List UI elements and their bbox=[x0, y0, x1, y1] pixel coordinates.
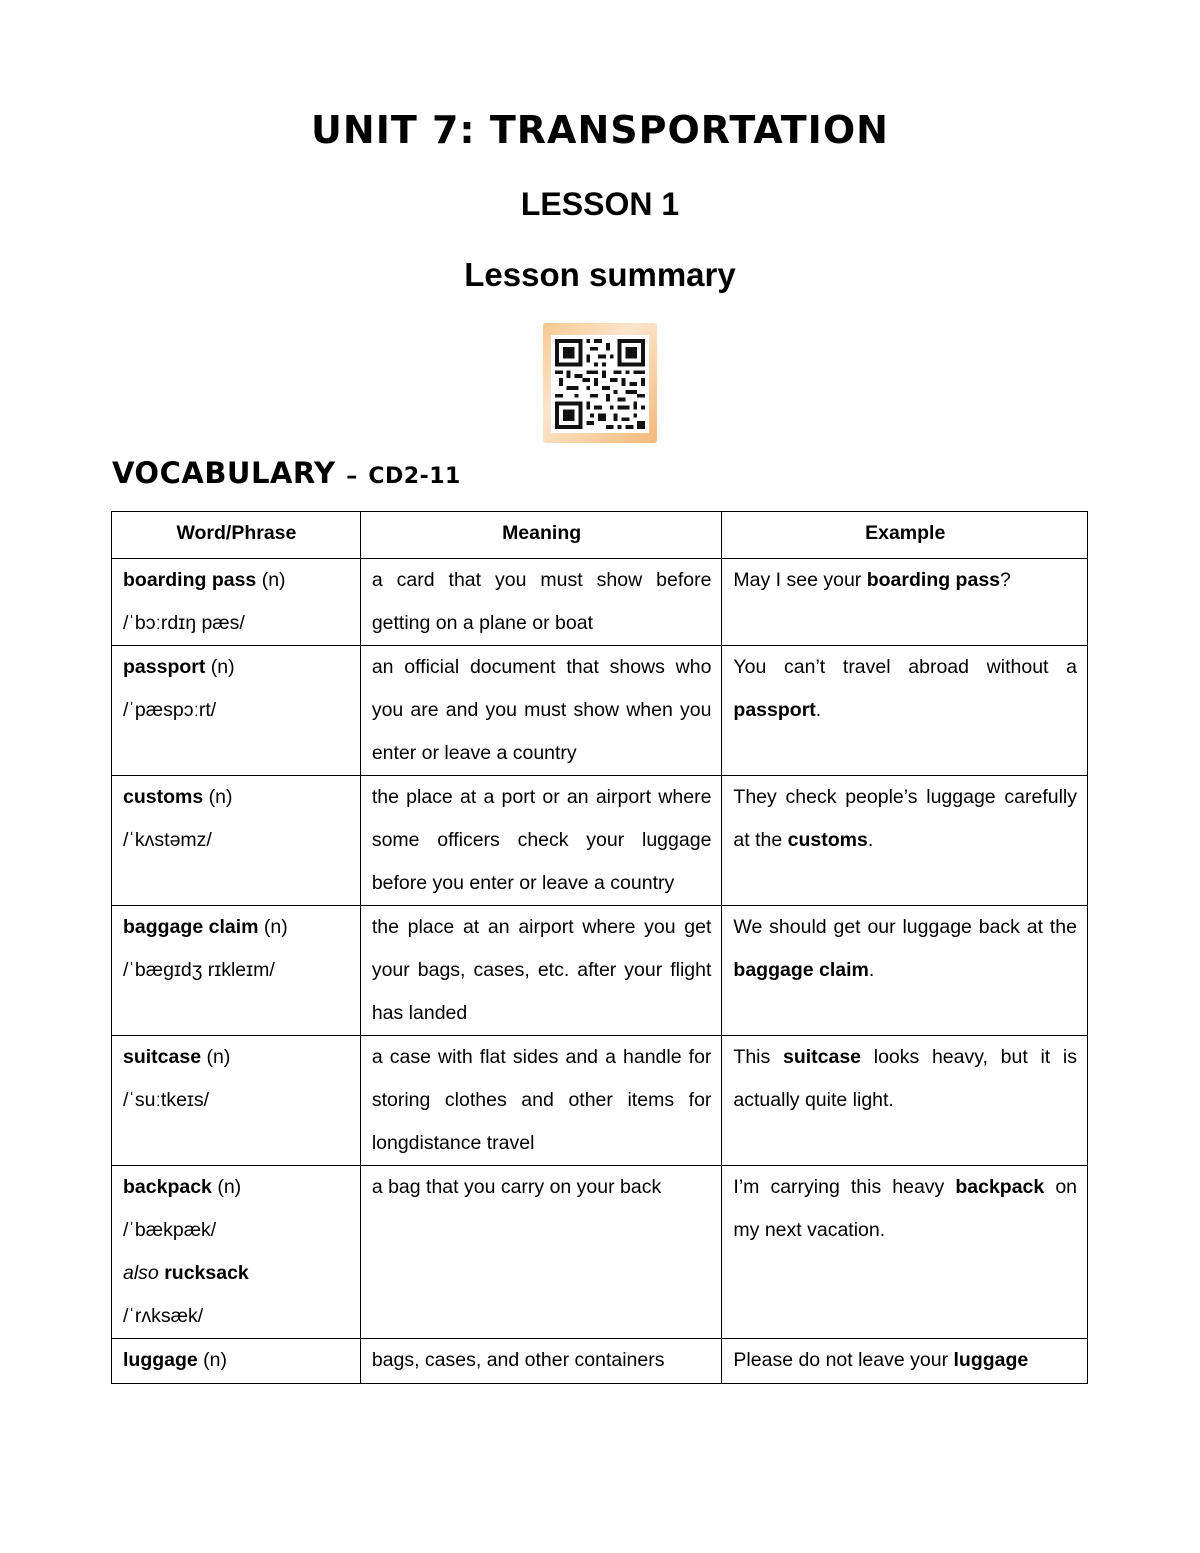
vocab-word: suitcase bbox=[123, 1046, 202, 1068]
example-text-end: . bbox=[815, 699, 822, 721]
example-highlight: boarding pass bbox=[866, 569, 1001, 591]
vocabulary-table bbox=[111, 511, 1088, 1384]
vocab-word: baggage claim bbox=[123, 916, 259, 938]
table-row bbox=[112, 559, 1088, 646]
example-cell bbox=[722, 559, 1088, 646]
unit-title: UNIT 7: TRANSPORTATION bbox=[311, 108, 889, 152]
word-cell bbox=[112, 1166, 361, 1339]
table-row bbox=[112, 906, 1088, 1036]
lesson-summary-title: Lesson summary bbox=[464, 256, 736, 293]
example-text-end: . bbox=[867, 829, 874, 851]
example-text-end: ? bbox=[1000, 569, 1011, 591]
part-of-speech: (n) bbox=[211, 1176, 242, 1198]
example-text: This bbox=[733, 1046, 783, 1068]
pronunciation: /ˈsuːtkeɪs/ bbox=[123, 1089, 210, 1111]
example-cell bbox=[722, 1339, 1088, 1384]
vocab-word: boarding pass bbox=[123, 569, 257, 591]
pronunciation: /ˈbɔːrdɪŋ pæs/ bbox=[123, 612, 245, 634]
word-cell bbox=[112, 559, 361, 646]
also-label: also bbox=[123, 1262, 159, 1284]
word-cell bbox=[112, 776, 361, 906]
word-cell bbox=[112, 906, 361, 1036]
example-text: Please do not leave your bbox=[733, 1349, 954, 1371]
example-highlight: passport bbox=[733, 699, 816, 721]
pronunciation: /ˈpæspɔːrt/ bbox=[123, 699, 217, 721]
table-row bbox=[112, 1339, 1088, 1384]
synonym-pronunciation: /ˈrʌksæk/ bbox=[123, 1305, 204, 1327]
example-text-end: on my next vacation. bbox=[733, 1176, 1078, 1241]
example-text: May I see your bbox=[733, 569, 867, 591]
example-highlight: luggage bbox=[953, 1349, 1029, 1371]
pronunciation: /ˈbækpæk/ bbox=[123, 1219, 217, 1241]
vocab-word: backpack bbox=[123, 1176, 212, 1198]
meaning-cell: a card that you must show before getting on a plane or boat bbox=[360, 559, 722, 646]
part-of-speech: (n) bbox=[203, 786, 233, 808]
table-row bbox=[112, 1036, 1088, 1166]
heading-separator: – bbox=[346, 464, 358, 489]
meaning-cell: an official document that shows who you are and you must show when you enter or leave a country bbox=[360, 646, 722, 776]
part-of-speech: (n) bbox=[205, 656, 235, 678]
example-cell bbox=[722, 906, 1088, 1036]
vocab-word: passport bbox=[123, 656, 206, 678]
example-text-end: looks heavy, but it is actually quite light. bbox=[733, 1046, 1077, 1111]
example-highlight: customs bbox=[787, 829, 868, 851]
vocab-word: customs bbox=[123, 786, 204, 808]
vocabulary-heading bbox=[112, 456, 461, 490]
table-row bbox=[112, 1166, 1088, 1339]
vocab-word: luggage bbox=[123, 1349, 198, 1371]
example-text: I’m carrying this heavy bbox=[733, 1176, 956, 1198]
column-header-meaning: Meaning bbox=[360, 512, 722, 559]
word-cell bbox=[112, 646, 361, 776]
qr-code-icon[interactable] bbox=[543, 323, 657, 443]
column-header-example: Example bbox=[722, 512, 1088, 559]
meaning-cell: bags, cases, and other containers bbox=[360, 1339, 722, 1384]
example-text: You can’t travel abroad without a bbox=[733, 656, 1077, 678]
column-header-word: Word/Phrase bbox=[112, 512, 361, 559]
meaning-cell: the place at an airport where you get your bags, cases, etc. after your flight has landed bbox=[360, 906, 722, 1036]
part-of-speech: (n) bbox=[256, 569, 286, 591]
example-text: They check people’s luggage carefully at the bbox=[733, 786, 1077, 851]
example-highlight: suitcase bbox=[782, 1046, 862, 1068]
vocabulary-label: VOCABULARY bbox=[112, 456, 336, 490]
meaning-cell: a bag that you carry on your back bbox=[360, 1166, 722, 1339]
pronunciation: /ˈkʌstəmz/ bbox=[123, 829, 212, 851]
table-header-row bbox=[112, 512, 1088, 559]
pronunciation: /ˈbæɡɪdʒ rɪkleɪm/ bbox=[123, 959, 275, 981]
lesson-title: LESSON 1 bbox=[520, 186, 680, 222]
example-cell bbox=[722, 646, 1088, 776]
table-row bbox=[112, 776, 1088, 906]
example-cell bbox=[722, 1036, 1088, 1166]
part-of-speech: (n) bbox=[201, 1046, 231, 1068]
example-text-end: . bbox=[868, 959, 875, 981]
word-cell bbox=[112, 1036, 361, 1166]
example-text: We should get our luggage back at the bbox=[733, 916, 1077, 938]
synonym-word: rucksack bbox=[164, 1262, 249, 1284]
audio-track-label: CD2-11 bbox=[368, 464, 461, 489]
table-row bbox=[112, 646, 1088, 776]
example-highlight: baggage claim bbox=[733, 959, 869, 981]
example-highlight: backpack bbox=[955, 1176, 1045, 1198]
word-cell bbox=[112, 1339, 361, 1384]
meaning-cell: the place at a port or an airport where some officers check your luggage before you enter or leave a country bbox=[360, 776, 722, 906]
part-of-speech: (n) bbox=[197, 1349, 228, 1371]
example-cell bbox=[722, 1166, 1088, 1339]
example-cell bbox=[722, 776, 1088, 906]
part-of-speech: (n) bbox=[258, 916, 288, 938]
meaning-cell: a case with flat sides and a handle for storing clothes and other items for longdistance travel bbox=[360, 1036, 722, 1166]
